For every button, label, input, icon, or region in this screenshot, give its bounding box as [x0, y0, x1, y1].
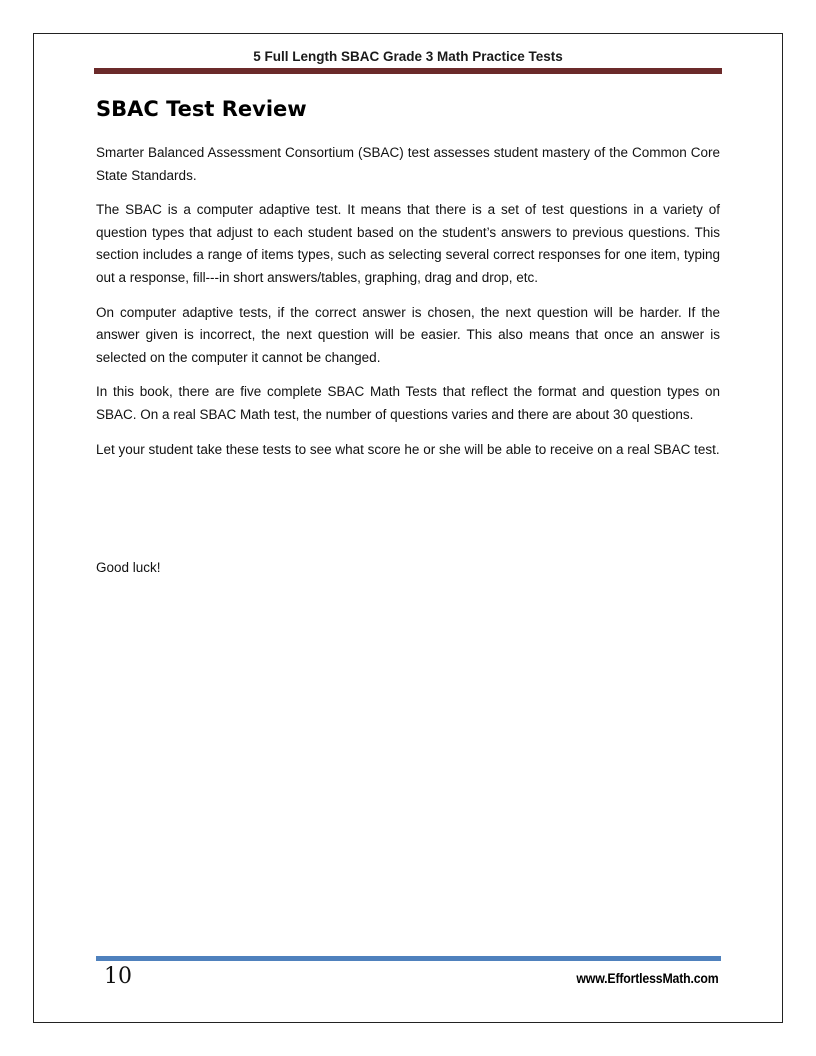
section-title: SBAC Test Review — [96, 97, 307, 121]
paragraph-book-contents: In this book, there are five complete SBAC Math Tests that reflect the format and question types on SBAC. On a real SBAC Math test, the number of questions varies and there are about 30 questions. — [96, 384, 720, 422]
website-link[interactable]: www.EffortlessMath.com — [576, 970, 719, 986]
paragraph-intro: Smarter Balanced Assessment Consortium (SBAC) test assesses student mastery of the Common Core State Standards. — [96, 145, 720, 183]
closing-text: Good luck! — [96, 560, 161, 575]
paragraph-instructions: Let your student take these tests to see what score he or she will be able to receive on a real SBAC test. — [96, 441, 720, 457]
paragraph-adaptive: The SBAC is a computer adaptive test. It means that there is a set of test questions in a variety of question types that adjust to each student based on the student’s answers to previous questions. This section includes a range of items types, such as selecting several correct responses for one item, typing out a response, fill---in short answers/tables, graphing, drag and drop, etc. — [96, 202, 720, 285]
footer-rule — [96, 956, 721, 961]
running-header: 5 Full Length SBAC Grade 3 Math Practice Tests — [253, 49, 563, 64]
header-rule — [94, 68, 722, 74]
body-text — [96, 142, 720, 473]
page-number: 10 — [104, 964, 132, 989]
paragraph-difficulty: On computer adaptive tests, if the correct answer is chosen, the next question will be harder. If the answer given is incorrect, the next question will be easier. This also means that once an answer is selected on the computer it cannot be changed. — [96, 304, 720, 365]
